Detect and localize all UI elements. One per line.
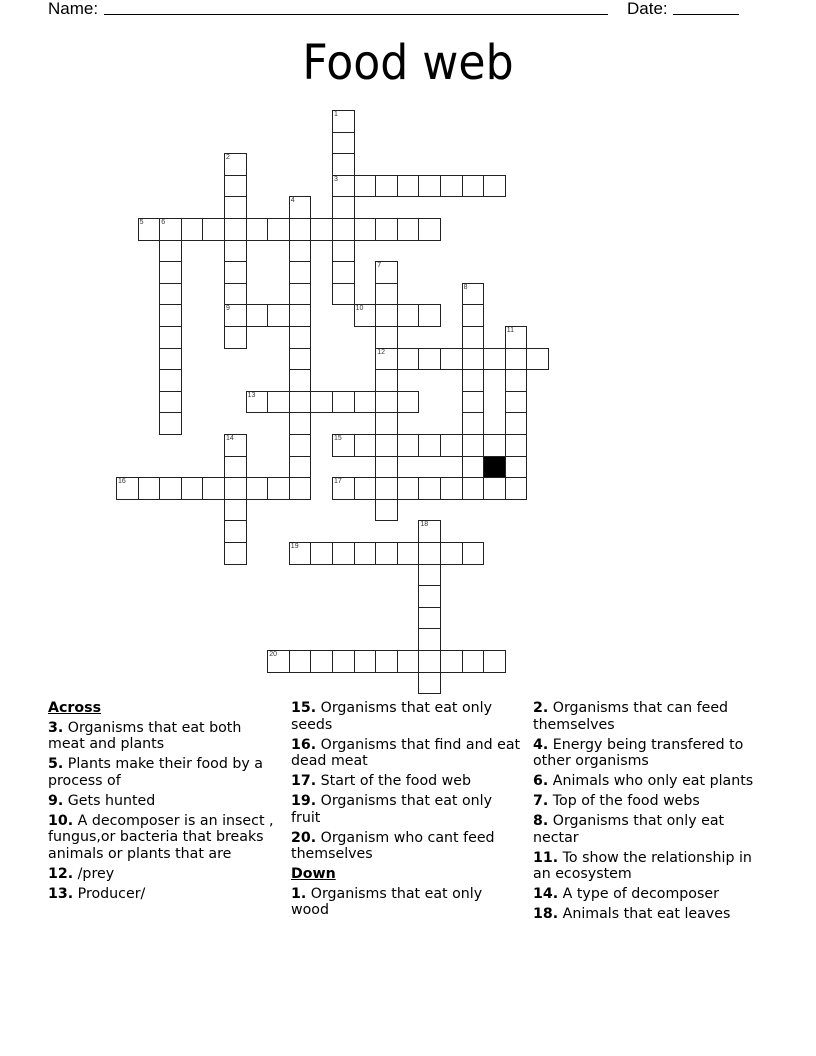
clue-across-13 bbox=[48, 886, 280, 903]
clue-across-12 bbox=[48, 866, 280, 883]
grid-cell[interactable] bbox=[267, 391, 290, 414]
grid-cell[interactable] bbox=[505, 412, 528, 435]
grid-cell[interactable] bbox=[332, 153, 355, 176]
cell-number: 3 bbox=[334, 175, 338, 183]
cell-number: 11 bbox=[506, 327, 515, 334]
clue-text: Organisms that eat only seeds bbox=[291, 700, 492, 733]
clue-number: 8. bbox=[533, 813, 549, 829]
cell-number: 14 bbox=[226, 435, 234, 442]
grid-cell[interactable] bbox=[418, 672, 441, 695]
grid-cell[interactable] bbox=[505, 477, 528, 500]
clue-down-18 bbox=[533, 906, 765, 923]
grid-cell[interactable] bbox=[354, 175, 377, 198]
grid-cell[interactable] bbox=[375, 456, 398, 479]
grid-cell[interactable] bbox=[462, 434, 485, 457]
clue-across-10 bbox=[48, 813, 280, 863]
clue-number: 5. bbox=[48, 756, 64, 772]
grid-cell[interactable] bbox=[159, 326, 182, 349]
clue-text: Start of the food web bbox=[320, 773, 472, 789]
clue-number: 13. bbox=[48, 885, 74, 902]
clue-text: /prey bbox=[77, 865, 115, 882]
grid-cell[interactable] bbox=[397, 218, 420, 241]
grid-cell[interactable] bbox=[181, 477, 204, 500]
grid-cell[interactable] bbox=[224, 218, 247, 241]
grid-cell[interactable] bbox=[246, 391, 269, 414]
grid-cell[interactable] bbox=[462, 650, 485, 673]
grid-cell[interactable] bbox=[397, 542, 420, 565]
date-label: Date: bbox=[627, 0, 668, 18]
cell-number: 15 bbox=[334, 435, 342, 442]
grid-cell[interactable] bbox=[397, 391, 420, 414]
clue-number: 7. bbox=[533, 793, 549, 809]
cell-number: 7 bbox=[377, 262, 382, 270]
grid-cell[interactable] bbox=[224, 153, 247, 176]
grid-cell[interactable] bbox=[159, 283, 182, 306]
grid-cell[interactable] bbox=[332, 218, 355, 241]
grid-cell[interactable] bbox=[267, 218, 290, 241]
clue-number: 10. bbox=[48, 812, 74, 829]
clue-across-3 bbox=[48, 720, 280, 753]
grid-cell[interactable] bbox=[159, 304, 182, 327]
clue-text: Animals that eat leaves bbox=[562, 906, 731, 922]
grid-cell[interactable] bbox=[246, 304, 269, 327]
grid-cell[interactable] bbox=[462, 391, 485, 414]
grid-cell[interactable] bbox=[505, 348, 528, 371]
grid-cell[interactable] bbox=[332, 196, 355, 219]
clue-number: 4. bbox=[533, 736, 549, 753]
grid-cell[interactable] bbox=[289, 650, 312, 673]
grid-cell[interactable] bbox=[332, 391, 355, 414]
grid-cell[interactable] bbox=[354, 434, 377, 457]
grid-cell[interactable] bbox=[267, 477, 290, 500]
grid-cell[interactable] bbox=[526, 348, 549, 371]
grid-cell[interactable] bbox=[138, 218, 161, 241]
clue-number: 20. bbox=[291, 829, 317, 846]
grid-cell[interactable] bbox=[224, 175, 247, 198]
clue-text: Animals who only eat plants bbox=[552, 773, 754, 789]
clue-text: To show the relationship in an ecosystem bbox=[533, 849, 752, 882]
cell-number: 13 bbox=[247, 391, 256, 399]
grid-cell[interactable] bbox=[224, 434, 247, 457]
clue-number: 11. bbox=[533, 849, 559, 866]
grid-cell[interactable] bbox=[397, 650, 420, 673]
grid-cell[interactable] bbox=[159, 218, 182, 241]
grid-cell[interactable] bbox=[159, 240, 182, 263]
grid-cell[interactable] bbox=[375, 499, 398, 522]
clue-text: Organisms that find and eat dead meat bbox=[291, 736, 521, 769]
grid-cell[interactable] bbox=[159, 261, 182, 284]
grid-cell[interactable] bbox=[310, 218, 333, 241]
clue-across-17 bbox=[291, 773, 523, 790]
grid-cell[interactable] bbox=[289, 218, 312, 241]
grid-cell[interactable] bbox=[440, 348, 463, 371]
cell-number: 10 bbox=[355, 305, 364, 313]
clue-across-20 bbox=[291, 830, 523, 863]
grid-cell[interactable] bbox=[246, 218, 269, 241]
grid-cell[interactable] bbox=[483, 348, 506, 371]
cell-number: 19 bbox=[290, 543, 299, 550]
grid-cell[interactable] bbox=[332, 542, 355, 565]
grid-cell[interactable] bbox=[289, 304, 312, 327]
grid-cell[interactable] bbox=[418, 542, 441, 565]
clue-across-15 bbox=[291, 700, 523, 733]
grid-cell[interactable] bbox=[483, 175, 506, 198]
page-title: Food web bbox=[302, 35, 514, 91]
black-cell bbox=[483, 456, 506, 479]
grid-cell[interactable] bbox=[354, 218, 377, 241]
clue-number: 12. bbox=[48, 865, 74, 882]
grid-cell[interactable] bbox=[159, 391, 182, 414]
cell-number: 4 bbox=[290, 197, 295, 205]
grid-cell[interactable] bbox=[483, 650, 506, 673]
grid-cell[interactable] bbox=[224, 477, 247, 500]
grid-cell[interactable] bbox=[505, 326, 528, 349]
clue-text: Producer/ bbox=[77, 885, 146, 902]
grid-cell[interactable] bbox=[418, 585, 441, 608]
clue-number: 6. bbox=[533, 773, 549, 789]
grid-cell[interactable] bbox=[418, 650, 441, 673]
grid-cell[interactable] bbox=[354, 542, 377, 565]
grid-cell[interactable] bbox=[462, 283, 485, 306]
clue-down-2 bbox=[533, 700, 765, 733]
clues-column-3 bbox=[533, 700, 765, 926]
cell-number: 20 bbox=[269, 651, 277, 658]
grid-cell[interactable] bbox=[397, 348, 420, 371]
grid-cell[interactable] bbox=[440, 542, 463, 565]
clue-across-5 bbox=[48, 756, 280, 789]
clues-column-2 bbox=[291, 700, 523, 922]
grid-cell[interactable] bbox=[289, 434, 312, 457]
grid-cell[interactable] bbox=[375, 391, 398, 414]
clue-text: Organisms that only eat nectar bbox=[533, 813, 725, 846]
cell-number: 17 bbox=[334, 478, 342, 486]
clue-across-16 bbox=[291, 737, 523, 770]
cell-number: 1 bbox=[334, 111, 338, 118]
cell-number: 18 bbox=[420, 521, 429, 529]
grid-cell[interactable] bbox=[462, 348, 485, 371]
grid-cell[interactable] bbox=[159, 348, 182, 371]
grid-cell[interactable] bbox=[397, 175, 420, 198]
clue-across-19 bbox=[291, 793, 523, 826]
grid-cell[interactable] bbox=[462, 326, 485, 349]
clue-text: Organisms that eat only wood bbox=[291, 885, 483, 918]
grid-cell[interactable] bbox=[289, 348, 312, 371]
grid-cell[interactable] bbox=[224, 499, 247, 522]
grid-cell[interactable] bbox=[332, 283, 355, 306]
grid-cell[interactable] bbox=[375, 434, 398, 457]
grid-cell[interactable] bbox=[375, 326, 398, 349]
clue-text: Organisms that eat both meat and plants bbox=[48, 719, 242, 752]
grid-cell[interactable] bbox=[138, 477, 161, 500]
grid-cell[interactable] bbox=[418, 175, 441, 198]
clue-text: A type of decomposer bbox=[562, 886, 719, 902]
cell-number: 16 bbox=[118, 478, 126, 486]
grid-cell[interactable] bbox=[440, 650, 463, 673]
grid-cell[interactable] bbox=[289, 391, 312, 414]
clue-down-1 bbox=[291, 886, 523, 919]
grid-cell[interactable] bbox=[332, 110, 355, 133]
clue-number: 3. bbox=[48, 719, 64, 736]
grid-cell[interactable] bbox=[267, 650, 290, 673]
grid-cell[interactable] bbox=[289, 369, 312, 392]
grid-cell[interactable] bbox=[354, 650, 377, 673]
grid-cell[interactable] bbox=[224, 304, 247, 327]
grid-cell[interactable] bbox=[505, 369, 528, 392]
clue-text: Plants make their food by a process of bbox=[48, 756, 263, 789]
clue-down-4 bbox=[533, 737, 765, 770]
grid-cell[interactable] bbox=[418, 218, 441, 241]
grid-cell[interactable] bbox=[440, 175, 463, 198]
grid-cell[interactable] bbox=[159, 369, 182, 392]
grid-cell[interactable] bbox=[202, 218, 225, 241]
grid-cell[interactable] bbox=[289, 326, 312, 349]
grid-cell[interactable] bbox=[462, 542, 485, 565]
grid-cell[interactable] bbox=[289, 412, 312, 435]
clue-across-9 bbox=[48, 793, 280, 810]
clue-text: Gets hunted bbox=[67, 792, 156, 809]
clue-number: 16. bbox=[291, 736, 317, 753]
clue-text: Organisms that can feed themselves bbox=[533, 700, 729, 733]
grid-cell[interactable] bbox=[418, 477, 441, 500]
grid-cell[interactable] bbox=[375, 218, 398, 241]
grid-cell[interactable] bbox=[224, 520, 247, 543]
grid-cell[interactable] bbox=[418, 434, 441, 457]
grid-cell[interactable] bbox=[289, 456, 312, 479]
grid-cell[interactable] bbox=[440, 477, 463, 500]
cell-number: 5 bbox=[139, 219, 144, 226]
grid-cell[interactable] bbox=[332, 175, 355, 198]
clue-number: 14. bbox=[533, 886, 559, 902]
grid-cell[interactable] bbox=[462, 304, 485, 327]
grid-cell[interactable] bbox=[375, 477, 398, 500]
clue-number: 17. bbox=[291, 773, 317, 789]
clue-number: 18. bbox=[533, 906, 559, 922]
clue-number: 15. bbox=[291, 700, 317, 716]
grid-cell[interactable] bbox=[332, 434, 355, 457]
grid-cell[interactable] bbox=[505, 434, 528, 457]
clue-text: Organisms that eat only fruit bbox=[291, 793, 492, 826]
grid-cell[interactable] bbox=[375, 412, 398, 435]
clue-text: Top of the food webs bbox=[552, 793, 700, 809]
grid-cell[interactable] bbox=[375, 369, 398, 392]
grid-cell[interactable] bbox=[310, 650, 333, 673]
grid-cell[interactable] bbox=[375, 175, 398, 198]
grid-cell[interactable] bbox=[116, 477, 139, 500]
grid-cell[interactable] bbox=[224, 196, 247, 219]
grid-cell[interactable] bbox=[462, 456, 485, 479]
grid-cell[interactable] bbox=[375, 304, 398, 327]
grid-cell[interactable] bbox=[332, 477, 355, 500]
grid-cell[interactable] bbox=[418, 607, 441, 630]
grid-cell[interactable] bbox=[375, 542, 398, 565]
clue-down-6 bbox=[533, 773, 765, 790]
grid-cell[interactable] bbox=[159, 477, 182, 500]
cell-number: 2 bbox=[226, 154, 230, 162]
grid-cell[interactable] bbox=[289, 261, 312, 284]
grid-cell[interactable] bbox=[375, 283, 398, 306]
clue-text: A decomposer is an insect , fungus,or bacteria that breaks animals or plants that are bbox=[48, 812, 274, 862]
grid-cell[interactable] bbox=[289, 477, 312, 500]
name-label: Name: bbox=[48, 0, 99, 18]
grid-cell[interactable] bbox=[289, 542, 312, 565]
grid-cell[interactable] bbox=[332, 261, 355, 284]
grid-cell[interactable] bbox=[354, 304, 377, 327]
grid-cell[interactable] bbox=[418, 520, 441, 543]
grid-cell[interactable] bbox=[483, 477, 506, 500]
grid-cell[interactable] bbox=[246, 477, 269, 500]
cell-number: 8 bbox=[463, 283, 468, 291]
clue-down-8 bbox=[533, 813, 765, 846]
grid-cell[interactable] bbox=[289, 196, 312, 219]
grid-cell[interactable] bbox=[181, 218, 204, 241]
grid-cell[interactable] bbox=[332, 132, 355, 155]
grid-cell[interactable] bbox=[418, 628, 441, 651]
clue-number: 9. bbox=[48, 792, 64, 809]
clue-number: 1. bbox=[291, 885, 307, 902]
clues-column-1 bbox=[48, 700, 280, 906]
grid-cell[interactable] bbox=[397, 434, 420, 457]
grid-cell[interactable] bbox=[462, 369, 485, 392]
grid-cell[interactable] bbox=[505, 456, 528, 479]
across-heading: Across bbox=[48, 700, 102, 716]
grid-cell[interactable] bbox=[224, 326, 247, 349]
grid-cell[interactable] bbox=[483, 434, 506, 457]
grid-cell[interactable] bbox=[462, 175, 485, 198]
grid-cell[interactable] bbox=[375, 650, 398, 673]
grid-cell[interactable] bbox=[332, 650, 355, 673]
grid-cell[interactable] bbox=[418, 304, 441, 327]
grid-cell[interactable] bbox=[354, 477, 377, 500]
grid-cell[interactable] bbox=[462, 412, 485, 435]
clue-text: Energy being transfered to other organisms bbox=[533, 736, 744, 769]
grid-cell[interactable] bbox=[289, 283, 312, 306]
grid-cell[interactable] bbox=[289, 240, 312, 263]
grid-cell[interactable] bbox=[224, 261, 247, 284]
grid-cell[interactable] bbox=[418, 564, 441, 587]
grid-cell[interactable] bbox=[418, 348, 441, 371]
clue-number: 19. bbox=[291, 793, 317, 809]
grid-cell[interactable] bbox=[397, 304, 420, 327]
grid-cell[interactable] bbox=[159, 412, 182, 435]
grid-cell[interactable] bbox=[375, 348, 398, 371]
grid-cell[interactable] bbox=[224, 240, 247, 263]
grid-cell[interactable] bbox=[505, 391, 528, 414]
grid-cell[interactable] bbox=[224, 542, 247, 565]
grid-cell[interactable] bbox=[224, 283, 247, 306]
grid-cell[interactable] bbox=[375, 261, 398, 284]
cell-number: 6 bbox=[161, 219, 166, 226]
grid-cell[interactable] bbox=[202, 477, 225, 500]
grid-cell[interactable] bbox=[310, 391, 333, 414]
grid-cell[interactable] bbox=[354, 391, 377, 414]
clue-text: Organism who cant feed themselves bbox=[291, 829, 495, 862]
grid-cell[interactable] bbox=[462, 477, 485, 500]
clue-down-7 bbox=[533, 793, 765, 810]
clue-number: 2. bbox=[533, 700, 549, 716]
grid-cell[interactable] bbox=[224, 456, 247, 479]
clue-down-14 bbox=[533, 886, 765, 903]
grid-cell[interactable] bbox=[440, 434, 463, 457]
grid-cell[interactable] bbox=[332, 240, 355, 263]
grid-cell[interactable] bbox=[397, 477, 420, 500]
grid-cell[interactable] bbox=[310, 542, 333, 565]
clue-down-11 bbox=[533, 850, 765, 883]
down-heading: Down bbox=[291, 866, 336, 882]
cell-number: 12 bbox=[377, 348, 385, 356]
cell-number: 9 bbox=[226, 305, 230, 313]
grid-cell[interactable] bbox=[267, 304, 290, 327]
